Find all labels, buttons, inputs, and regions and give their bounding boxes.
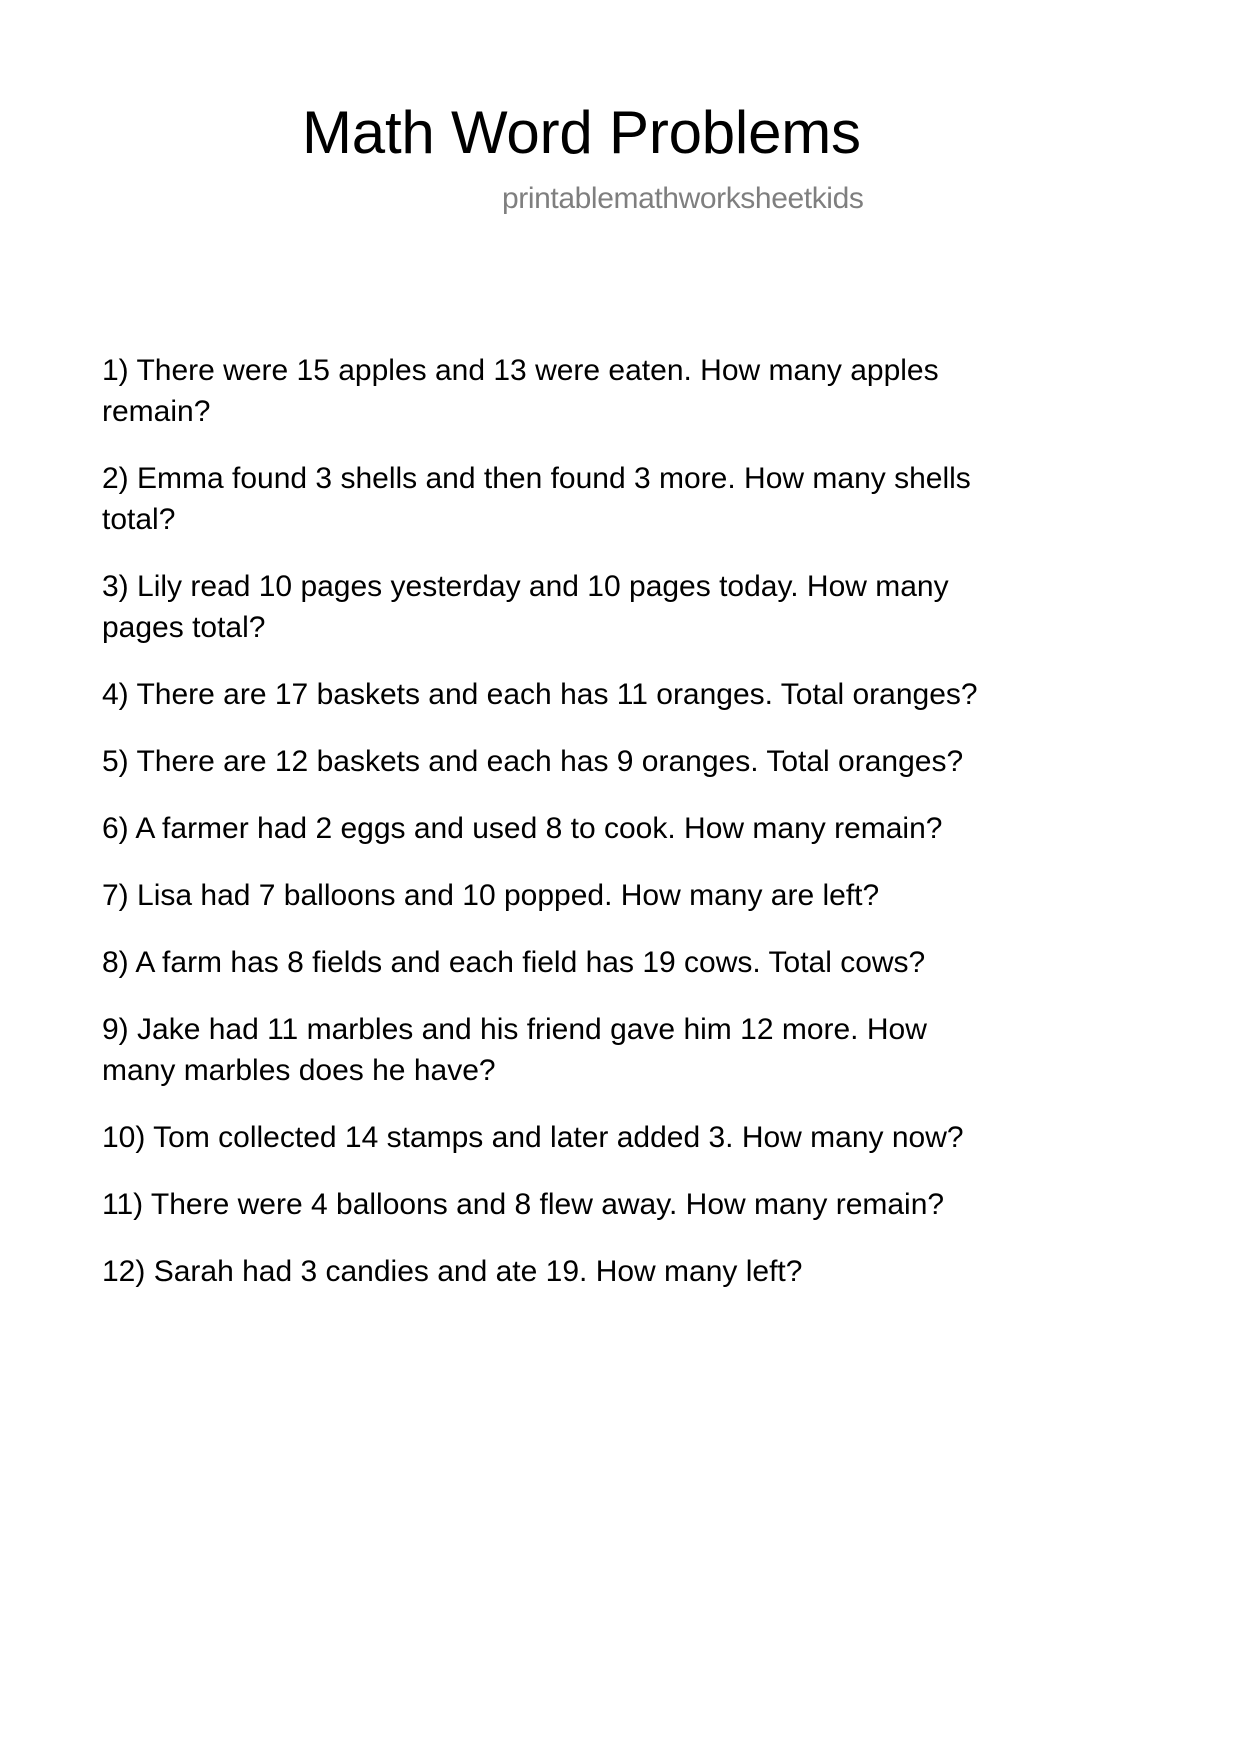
problem-6 <box>102 808 1142 849</box>
problem-text: 9) Jake had 11 marbles and his friend gave him 12 more. How <box>102 1013 927 1046</box>
problem-text: pages total? <box>102 611 266 644</box>
page-subtitle: printablemathworksheetkids <box>502 182 864 215</box>
problem-text: 11) There were 4 balloons and 8 flew away. How many remain? <box>102 1188 945 1221</box>
problem-3 <box>102 566 1142 648</box>
problem-text: total? <box>102 503 176 536</box>
problem-2 <box>102 458 1142 540</box>
problem-1 <box>102 350 1142 432</box>
page-title: Math Word Problems <box>302 99 861 166</box>
problem-7 <box>102 875 1142 916</box>
problem-9 <box>102 1009 1142 1091</box>
problem-11 <box>102 1184 1142 1225</box>
problem-4 <box>102 674 1142 715</box>
problem-text: 8) A farm has 8 fields and each field has 19 cows. Total cows? <box>102 946 926 979</box>
problem-text: 7) Lisa had 7 balloons and 10 popped. How many are left? <box>102 879 880 912</box>
problem-text: 5) There are 12 baskets and each has 9 oranges. Total oranges? <box>102 745 964 778</box>
problem-text: 3) Lily read 10 pages yesterday and 10 pages today. How many <box>102 570 949 603</box>
problem-10 <box>102 1117 1142 1158</box>
problem-text: 12) Sarah had 3 candies and ate 19. How many left? <box>102 1255 803 1288</box>
problem-text: 1) There were 15 apples and 13 were eaten. How many apples <box>102 354 939 387</box>
problem-list <box>102 350 1142 1318</box>
problem-text: 10) Tom collected 14 stamps and later added 3. How many now? <box>102 1121 964 1154</box>
problem-text: 2) Emma found 3 shells and then found 3 more. How many shells <box>102 462 971 495</box>
problem-text: remain? <box>102 395 211 428</box>
problem-text: 6) A farmer had 2 eggs and used 8 to cook. How many remain? <box>102 812 943 845</box>
problem-text: 4) There are 17 baskets and each has 11 oranges. Total oranges? <box>102 678 978 711</box>
problem-5 <box>102 741 1142 782</box>
problem-12 <box>102 1251 1142 1292</box>
problem-8 <box>102 942 1142 983</box>
problem-text: many marbles does he have? <box>102 1054 496 1087</box>
